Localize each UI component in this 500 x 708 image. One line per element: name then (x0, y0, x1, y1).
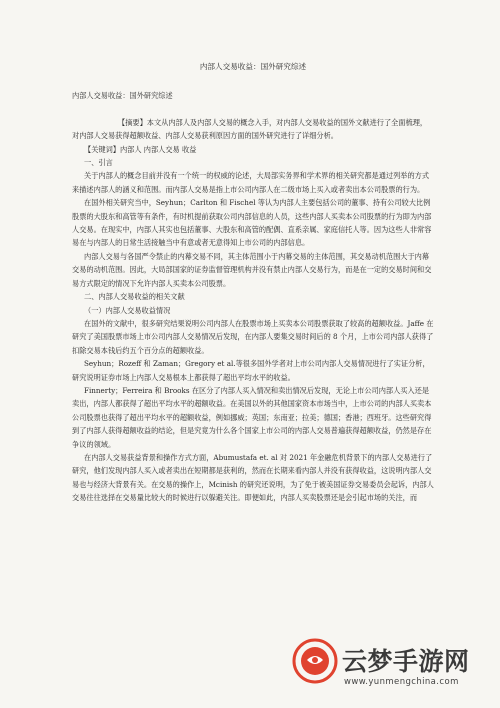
site-logo-icon (292, 638, 338, 684)
keywords-line: 【关键词】内部人 内部人交易 收益 (84, 144, 197, 154)
abstract-paragraph: 【摘要】本文从内部人及内部人交易的概念入手，对内部人交易收益的国外文献进行了全面梳理，对内部人交易获得超额收益、内部人交易获利原因方面的国外研究进行了详细分析。 (72, 117, 428, 141)
body-paragraph-7: 在内部人交易获益背景和操作方式方面，Abumustafa et. al 对 2021 年金融危机背景下的内部人交易进行了研究，他们发现内部人买入或者卖出在短期都是获利的，然而在长期来看内部人并没有获得收益，这说明内部人交易也与经济大背景有关。在交易的操作上，Mcinish 的研究还说明，为了免于被美国证券交易委员会起诉，内部人交易往往选择在交易量比较大的时候进行以躲避关注。即便如此，内部人买卖股票还是会引起市场的关注，而 (72, 452, 434, 503)
section-heading-intro: 一、引言 (84, 158, 113, 168)
body-paragraph-6: Finnerty；Ferreira 和 Brooks 在区分了内部人买入情况和卖出情况后发现，无论上市公司内部人买入还是卖出，内部人都获得了超出平均水平的超额收益。在美国以外的其他国家资本市场当中，上市公司的内部人买卖本公司股票也获得了超出平均水平的超额收益，例如挪威；英国；东南亚；拉美；德国；香港；西班牙。这些研究得到了内部人获得超额收益的结论，但是究竟为什么各个国家上市公司的内部人交易普遍获得超额收益，仍然是存在争议的领域。 (72, 385, 432, 449)
site-url: www.yunmengchina.com (344, 677, 459, 687)
body-paragraph-5: Seyhun；Rozeff 和 Zaman；Gregory et al.等很多国外学者对上市公司内部人交易情况进行了实证分析，研究说明证券市场上内部人交易根本上都获得了超出平均水平的收益。 (72, 359, 430, 382)
section-heading-literature: 二、内部人交易收益的相关文献 (84, 292, 185, 302)
site-watermark (292, 636, 492, 698)
document-title: 内部人交易收益：国外研究综述 (199, 62, 307, 71)
body-paragraph-3: 内部人交易与各国严令禁止的内幕交易不同，其主体范围小于内幕交易的主体范围，其交易动机范围大于内幕交易的动机范围。因此，大局部国家的证券监督管理机构并没有禁止内部人交易行为，而是在一定的交易时间和交易方式限定的情况下允许内部人买卖本公司股票。 (72, 251, 432, 288)
subsection-heading-returns: （一）内部人交易收益情况 (84, 305, 171, 315)
site-name: 云梦手游网 (342, 647, 470, 676)
body-paragraph-1: 关于内部人的概念目前并没有一个统一的权威的论述，大局部实务界和学术界的相关研究都是通过列举的方式来描述内部人的涵义和范围。而内部人交易是指上市公司内部人在二级市场上买入或者卖出本公司股票的行为。 (72, 171, 430, 194)
document-subtitle: 内部人交易收益：国外研究综述 (72, 91, 173, 101)
body-paragraph-2: 在国外相关研究当中，Seyhun；Carlton 和 Fischel 等认为内部人主要包括公司的董事、持有公司较大比例股票的大股东和高管等有条件，有时机提前获取公司内部信息的人员，这些内部人买卖本公司股票的行为即为内部人交易。在现实中，内部人其实也包括董事、大股东和高管的配偶、直系亲属、家庭信托人等。因为这些人非常容易在与内部人的日常生活接触当中有意或者无意得知上市公司的内部信息。 (72, 198, 432, 248)
body-paragraph-4: 在国外的文献中，很多研究结果说明公司内部人在股票市场上买卖本公司股票获取了较高的超额收益。Jaffe 在研究了美国股票市场上市公司内部人交易情况后发现，在内部人要集交易时间后的 8 个月，上市公司内部人获得了扣除交易本钱后约五个百分点的超额收益。 (72, 318, 434, 355)
